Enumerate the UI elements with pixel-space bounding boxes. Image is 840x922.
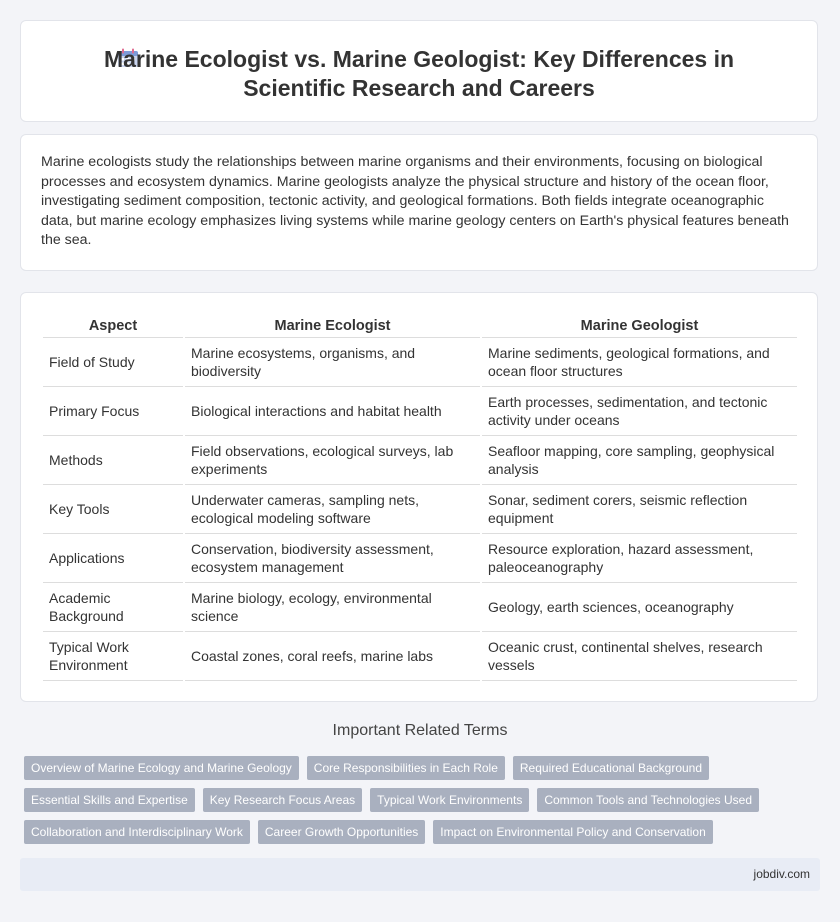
table-row [43, 387, 797, 436]
table-row [43, 632, 797, 681]
tag-link[interactable]: Key Research Focus Areas [203, 788, 362, 812]
table-row [43, 338, 797, 387]
table-row [43, 485, 797, 534]
table-header-row [43, 315, 797, 338]
table-cell: Marine biology, ecology, environmental science [185, 583, 480, 632]
related-terms-tags [24, 756, 784, 852]
header-marine-geologist: Marine Geologist [482, 315, 797, 338]
comparison-table [41, 315, 799, 681]
table-cell: Field observations, ecological surveys, lab experiments [185, 436, 480, 485]
tag-link[interactable]: Common Tools and Technologies Used [537, 788, 759, 812]
tag-link[interactable]: Collaboration and Interdisciplinary Work [24, 820, 250, 844]
tag-link[interactable]: Career Growth Opportunities [258, 820, 425, 844]
tag-row [24, 788, 784, 812]
table-cell: Geology, earth sciences, oceanography [482, 583, 797, 632]
table-cell: Marine ecosystems, organisms, and biodiversity [185, 338, 480, 387]
table-row [43, 436, 797, 485]
table-cell: Academic Background [43, 583, 183, 632]
table-cell: Applications [43, 534, 183, 583]
table-cell: Typical Work Environment [43, 632, 183, 681]
tag-link[interactable]: Core Responsibilities in Each Role [307, 756, 505, 780]
related-terms-title: Important Related Terms [332, 722, 508, 739]
table-cell: Earth processes, sedimentation, and tectonic activity under oceans [482, 387, 797, 436]
footer-site-link[interactable]: jobdiv.com [753, 867, 810, 881]
table-cell: Marine sediments, geological formations, and ocean floor structures [482, 338, 797, 387]
table-cell: Resource exploration, hazard assessment, paleoceanography [482, 534, 797, 583]
tag-row [24, 820, 784, 844]
tag-link[interactable]: Typical Work Environments [370, 788, 529, 812]
header-marine-ecologist: Marine Ecologist [185, 315, 480, 338]
table-row [43, 534, 797, 583]
tag-link[interactable]: Impact on Environmental Policy and Conservation [433, 820, 712, 844]
intro-card [20, 134, 818, 271]
table-cell: Methods [43, 436, 183, 485]
tag-link[interactable]: Overview of Marine Ecology and Marine Geology [24, 756, 299, 780]
comparison-table-card [20, 292, 818, 702]
title-card [20, 20, 818, 122]
table-cell: Field of Study [43, 338, 183, 387]
table-cell: Sonar, sediment corers, seismic reflection equipment [482, 485, 797, 534]
page-title: Marine Ecologist vs. Marine Geologist: Key Differences in Scientific Research and Careers [103, 46, 735, 101]
table-cell: Oceanic crust, continental shelves, research vessels [482, 632, 797, 681]
tag-link[interactable]: Required Educational Background [513, 756, 709, 780]
tag-link[interactable]: Essential Skills and Expertise [24, 788, 195, 812]
tag-row [24, 756, 784, 780]
table-cell: Biological interactions and habitat health [185, 387, 480, 436]
table-cell: Primary Focus [43, 387, 183, 436]
intro-paragraph: Marine ecologists study the relationships between marine organisms and their environments, focusing on biological processes and ecosystem dynamics. Marine geologists analyze the physical structure and history of the ocean floor, investigating sediment composition, tectonic activity, and geological formations. Both fields integrate oceanographic data, but marine ecology emphasizes living systems while marine geology centers on Earth's physical features beneath the sea. [41, 154, 789, 249]
table-cell: Key Tools [43, 485, 183, 534]
table-cell: Underwater cameras, sampling nets, ecological modeling software [185, 485, 480, 534]
table-cell: Conservation, biodiversity assessment, ecosystem management [185, 534, 480, 583]
table-cell: Seafloor mapping, core sampling, geophysical analysis [482, 436, 797, 485]
table-cell: Coastal zones, coral reefs, marine labs [185, 632, 480, 681]
header-aspect: Aspect [43, 315, 183, 338]
footer [20, 858, 820, 891]
table-row [43, 583, 797, 632]
